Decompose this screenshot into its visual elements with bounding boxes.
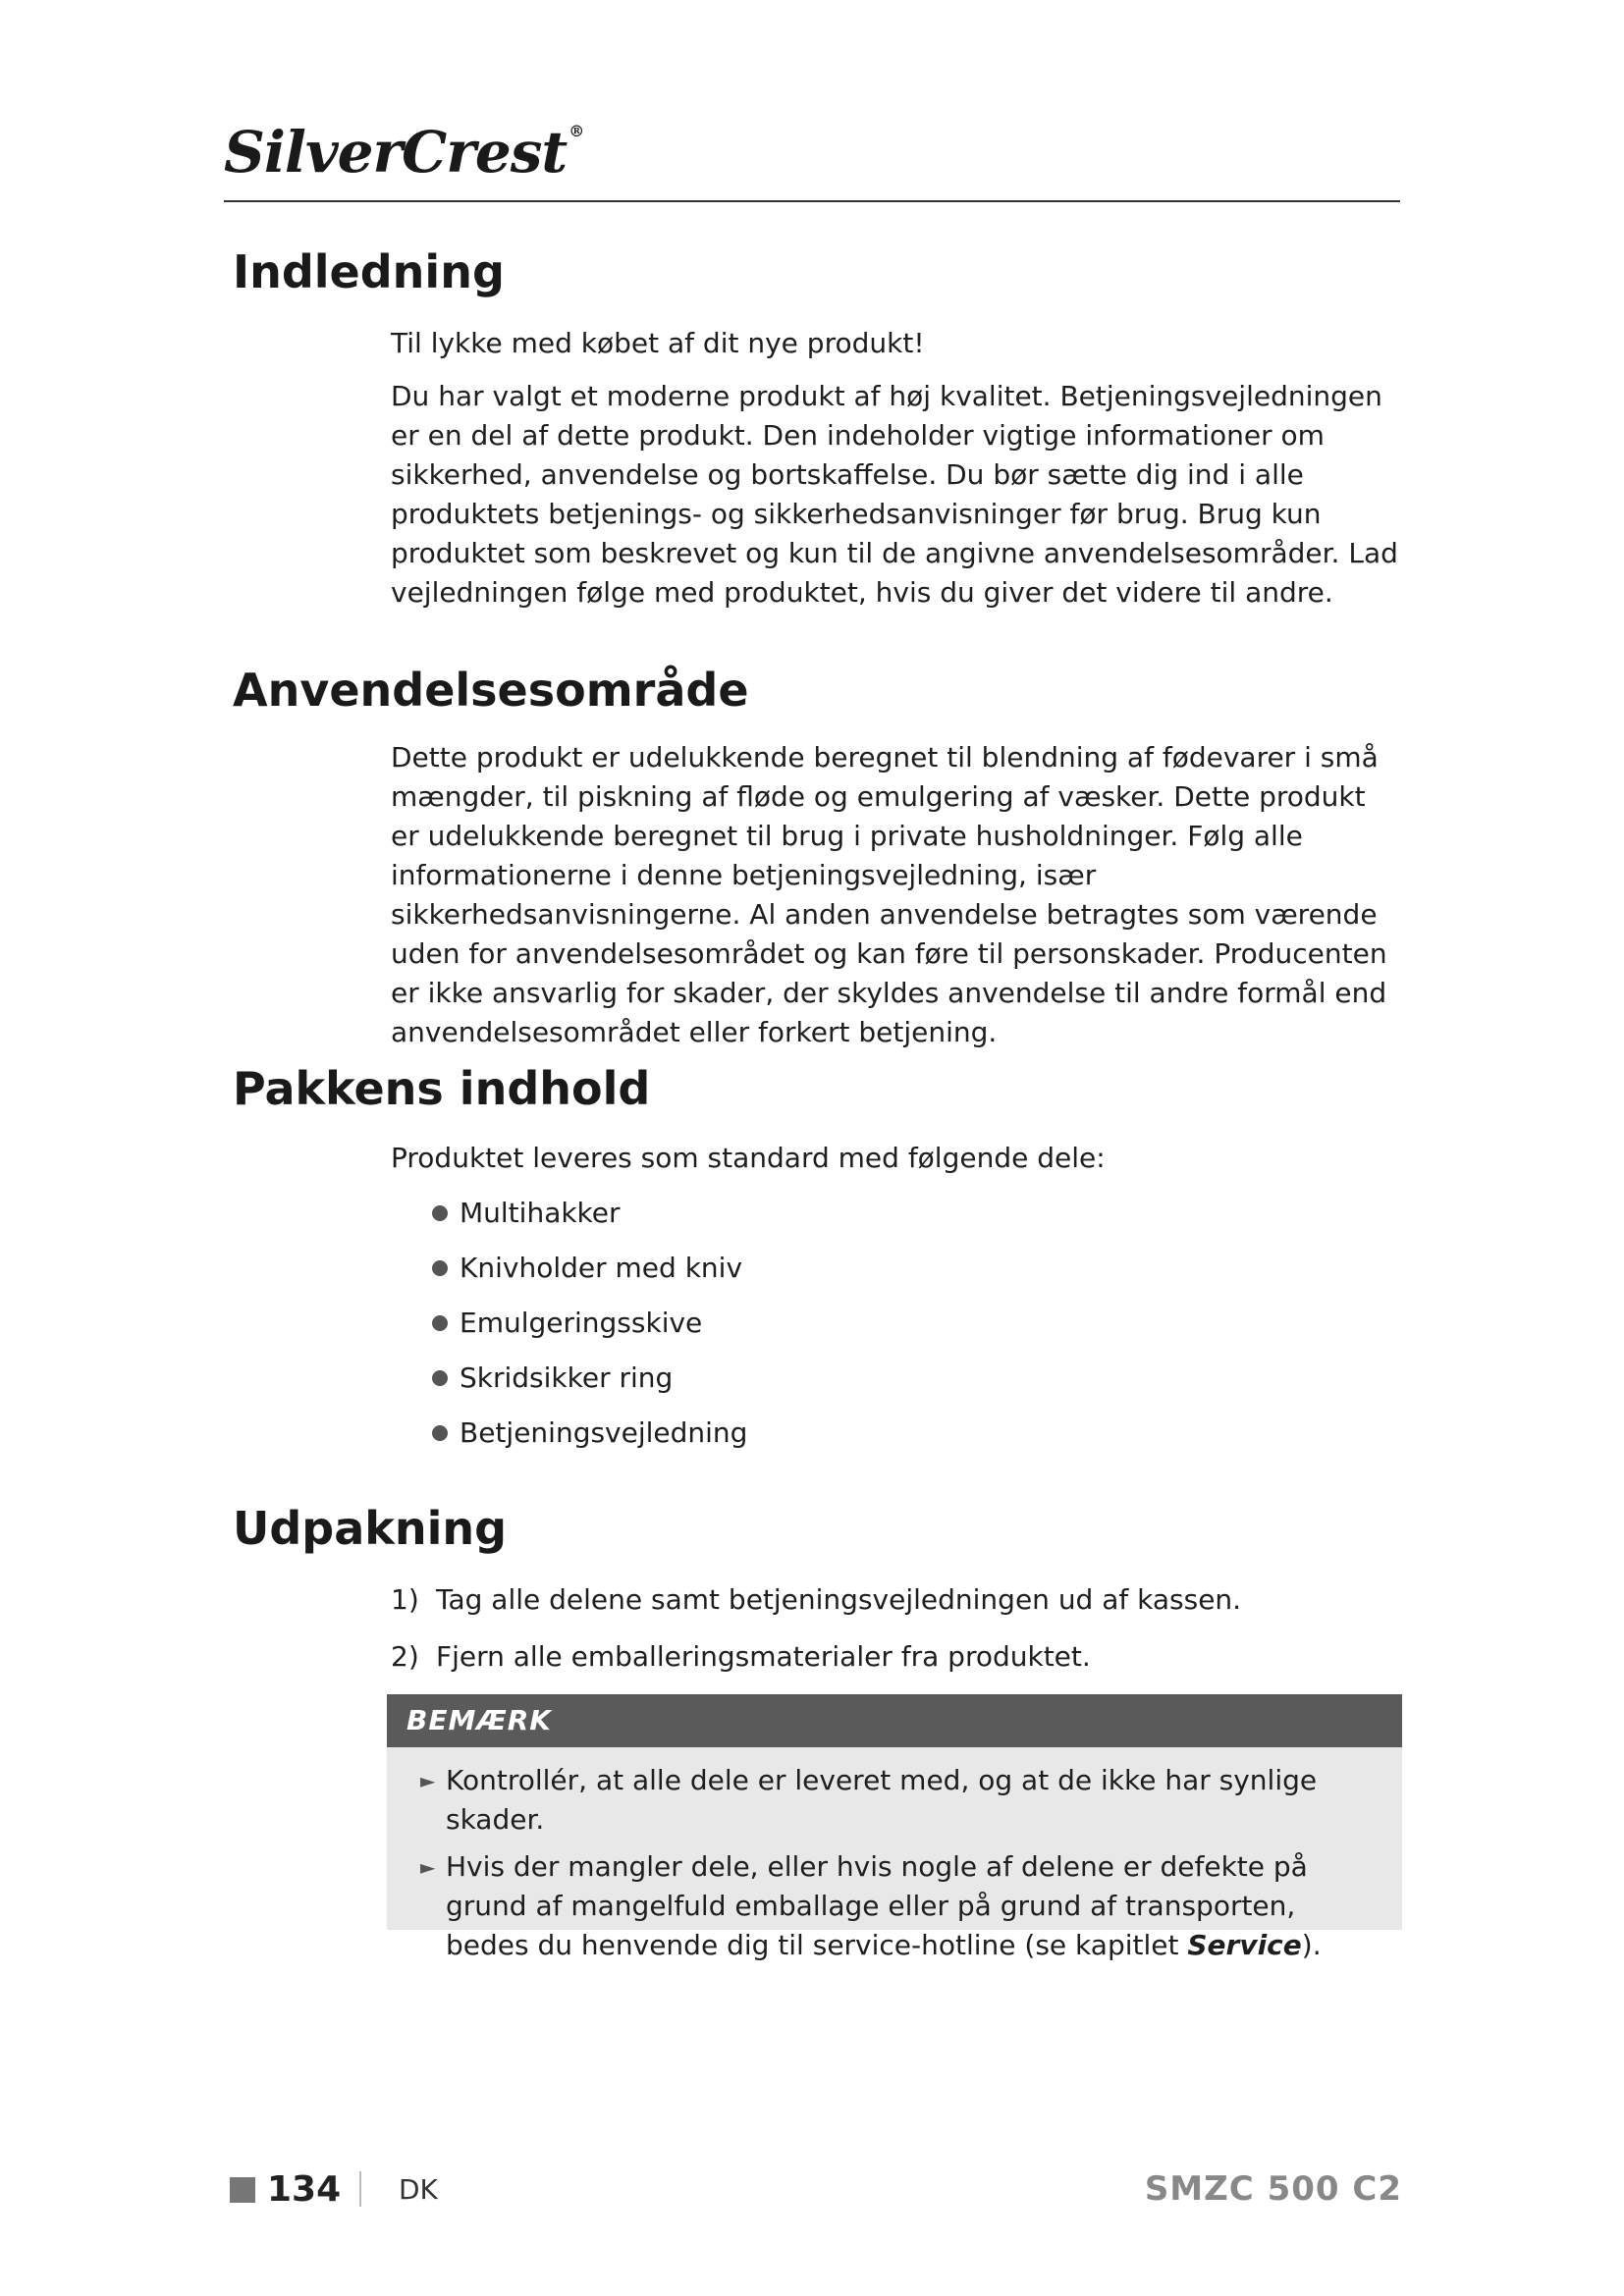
model-number: SMZC 500 C2 — [1144, 2169, 1402, 2209]
step-number: 1) — [391, 1583, 419, 1616]
note-item — [420, 1761, 1363, 1840]
step-text: Tag alle delene samt betjeningsvejledningen ud af kassen. — [436, 1583, 1242, 1616]
use-text: Dette produkt er udelukkende beregnet til blendning af fødevarer i små mængder, til piskning af fløde og emulgering af væsker. Dette produkt er udelukkende beregnet til brug i private husholdninger. Følg alle informationerne i denne betjeningsvejledning, især sikkerhedsanvisningerne. Al anden anvendelse betragtes som værende uden for anvendelsesområdet og kan føre til personskader. Producenten er ikke ansvarlig for skader, der skyldes anvendelse til andre formål end anvendelsesområdet eller forkert betjening. — [391, 741, 1387, 1048]
bullet-icon — [432, 1425, 448, 1441]
section-title-use: Anvendelsesområde — [233, 664, 749, 717]
step-item — [391, 1580, 1241, 1637]
page-number: 134 — [267, 2169, 342, 2210]
use-body — [391, 738, 1402, 1052]
section-title-unpacking: Udpakning — [233, 1502, 508, 1555]
list-item-label: Multihakker — [460, 1197, 621, 1229]
bullet-icon — [432, 1260, 448, 1276]
list-item-label: Knivholder med kniv — [460, 1252, 743, 1284]
step-text: Fjern alle emballeringsmaterialer fra produktet. — [436, 1640, 1091, 1673]
section-title-intro: Indledning — [233, 245, 505, 298]
list-item — [432, 1249, 747, 1304]
service-reference: Service — [1187, 1929, 1302, 1961]
note-heading: BEMÆRK — [387, 1694, 1402, 1747]
header-rule — [224, 200, 1400, 202]
step-item — [391, 1637, 1241, 1694]
language-code: DK — [399, 2173, 438, 2206]
section-title-contents: Pakkens indhold — [233, 1062, 651, 1115]
list-item — [432, 1359, 747, 1414]
step-number: 2) — [391, 1640, 419, 1673]
contents-list — [432, 1194, 747, 1468]
list-item — [432, 1304, 747, 1359]
intro-text: Du har valgt et moderne produkt af høj kvalitet. Betjeningsvejledningen er en del af dette produkt. Den indeholder vigtige informationer om sikkerhed, anvendelse og bortskaffelse. Du bør sætte dig ind i alle produktets betjenings- og sikkerhedsanvisninger før brug. Brug kun produktet som beskrevet og kun til de angivne anvendelsesområder. Lad vejledningen følge med produktet, hvis du giver det videre til andre. — [391, 380, 1398, 609]
bullet-icon — [432, 1370, 448, 1386]
brand-name: SilverCrest — [224, 119, 568, 186]
contents-lead: Produktet leveres som standard med følgende dele: — [391, 1142, 1106, 1174]
registered-mark: ® — [568, 122, 584, 140]
unpacking-steps — [391, 1580, 1241, 1694]
note-item — [420, 1847, 1363, 1965]
bullet-icon — [432, 1315, 448, 1331]
note-box — [387, 1694, 1402, 1961]
note-item-text: Kontrollér, at alle dele er leveret med, og at de ikke har synlige skader. — [446, 1764, 1318, 1836]
page-footer — [224, 2167, 1402, 2211]
footer-divider — [359, 2171, 361, 2207]
list-item — [432, 1194, 747, 1249]
list-item-label: Emulgeringsskive — [460, 1307, 703, 1339]
list-item-label: Skridsikker ring — [460, 1362, 674, 1394]
intro-body — [391, 324, 1402, 613]
pointer-arrow-icon: ► — [420, 1855, 436, 1879]
page-marker-icon — [230, 2177, 255, 2203]
list-item — [432, 1414, 747, 1468]
note-item-text: Hvis der mangler dele, eller hvis nogle af delene er defekte på grund af mangelfuld emballage eller på grund af transporten, bedes du henvende dig til service-hotline (se kapitlet — [446, 1850, 1308, 1961]
brand-logo — [224, 119, 584, 186]
intro-lead: Til lykke med købet af dit nye produkt! — [391, 327, 925, 359]
pointer-arrow-icon: ► — [420, 1769, 436, 1792]
note-body — [387, 1747, 1402, 1965]
bullet-icon — [432, 1205, 448, 1221]
note-item-text-end: ). — [1301, 1929, 1322, 1961]
list-item-label: Betjeningsvejledning — [460, 1416, 748, 1449]
